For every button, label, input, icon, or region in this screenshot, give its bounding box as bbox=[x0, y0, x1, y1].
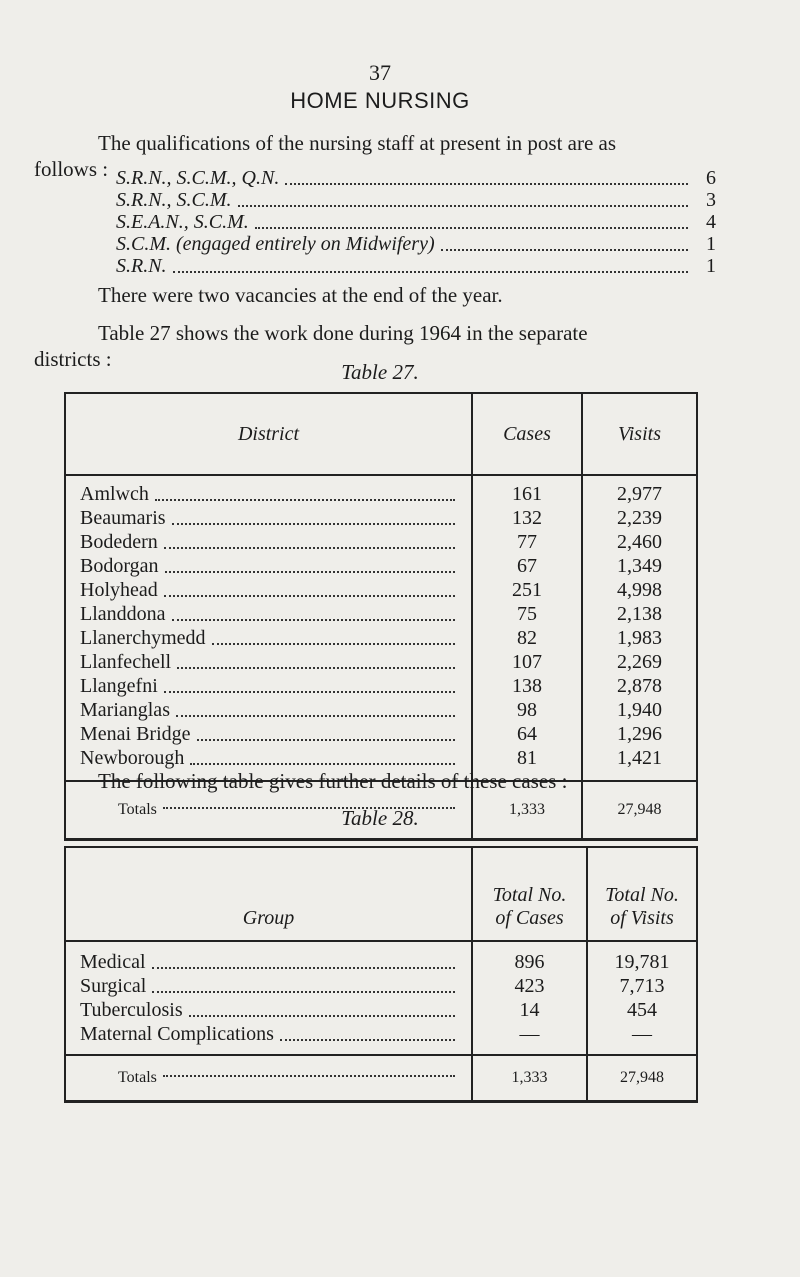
qualifications-list bbox=[116, 168, 716, 278]
qualification-count: 3 bbox=[706, 189, 716, 211]
table27-row-name: Llangefni bbox=[80, 675, 158, 697]
qualification-label: S.R.N., S.C.M., Q.N. bbox=[116, 167, 280, 189]
table28-row-label bbox=[66, 1022, 471, 1046]
leader-dots bbox=[255, 227, 688, 229]
table27-row-label bbox=[66, 578, 471, 602]
page-heading: HOME NURSING bbox=[290, 88, 470, 113]
leader-dots bbox=[197, 739, 455, 741]
table27-row-label bbox=[66, 674, 471, 698]
table27-row-name: Newborough bbox=[80, 747, 185, 769]
table27-row-visits: 2,239 bbox=[617, 507, 662, 529]
table27-visits-column bbox=[581, 476, 696, 780]
table27-intro-line-2: districts : bbox=[34, 347, 112, 371]
table28-row-label bbox=[66, 950, 471, 974]
table27-row-visits: 2,269 bbox=[617, 651, 662, 673]
table28-row-name: Maternal Complications bbox=[80, 1023, 274, 1045]
qualification-label: S.C.M. (engaged entirely on Midwifery) bbox=[116, 233, 435, 255]
table27-header-visits: Visits bbox=[581, 394, 696, 476]
table28-totals-visits: 27,948 bbox=[586, 1054, 696, 1100]
intro-line-2: follows : bbox=[34, 157, 109, 181]
table27-row-cases: 81 bbox=[517, 747, 537, 769]
leader-dots bbox=[189, 1015, 455, 1017]
qualification-row bbox=[116, 168, 716, 190]
table27-row-label bbox=[66, 746, 471, 770]
leader-dots bbox=[280, 1039, 455, 1041]
table27-row-cases: 67 bbox=[517, 555, 537, 577]
leader-dots bbox=[165, 571, 455, 573]
vacancies-text: There were two vacancies at the end of the year. bbox=[98, 283, 503, 307]
table28-intro: The following table gives further details of these cases : bbox=[98, 769, 568, 793]
table27-row-cases: 77 bbox=[517, 531, 537, 553]
table27-row-label bbox=[66, 506, 471, 530]
table27-row-label bbox=[66, 554, 471, 578]
table28-header-cases bbox=[471, 848, 586, 942]
table-28 bbox=[64, 846, 698, 1103]
table27-row-name: Llanerchymedd bbox=[80, 627, 206, 649]
qualification-count: 1 bbox=[706, 255, 716, 277]
table28-row-cases: 14 bbox=[519, 999, 540, 1021]
table27-row-visits: 1,421 bbox=[617, 747, 662, 769]
page-number: 37 bbox=[369, 60, 391, 85]
leader-dots bbox=[164, 547, 455, 549]
leader-dots bbox=[173, 271, 688, 273]
table28-row-label bbox=[66, 998, 471, 1022]
table27-row-name: Amlwch bbox=[80, 483, 149, 505]
table27-row-label bbox=[66, 698, 471, 722]
table27-row-name: Llanfechell bbox=[80, 651, 172, 673]
leader-dots bbox=[176, 715, 455, 717]
table27-row-label bbox=[66, 602, 471, 626]
table27-row-cases: 64 bbox=[517, 723, 537, 745]
leader-dots bbox=[177, 667, 455, 669]
table27-row-name: Holyhead bbox=[80, 579, 158, 601]
leader-dots bbox=[238, 205, 688, 207]
table27-row-cases: 138 bbox=[512, 675, 542, 697]
table27-row-cases: 75 bbox=[517, 603, 537, 625]
table27-row-label bbox=[66, 722, 471, 746]
qualification-count: 6 bbox=[706, 167, 716, 189]
table27-row-visits: 2,878 bbox=[617, 675, 662, 697]
table28-visits-column bbox=[586, 942, 696, 1054]
table27-row-cases: 251 bbox=[512, 579, 542, 601]
table27-totals-label: Totals bbox=[118, 801, 157, 818]
table28-row-cases: 896 bbox=[514, 951, 545, 973]
table27-row-visits: 1,296 bbox=[617, 723, 662, 745]
table28-header-group: Group bbox=[66, 848, 471, 942]
table28-header-visits bbox=[586, 848, 696, 942]
qualification-count: 4 bbox=[706, 211, 716, 233]
table27-district-column bbox=[66, 476, 471, 780]
table27-row-name: Beaumaris bbox=[80, 507, 166, 529]
table27-intro-line-1: Table 27 shows the work done during 1964 in the separate bbox=[98, 321, 588, 345]
qualification-label: S.R.N. bbox=[116, 255, 167, 277]
table28-caption: Table 28. bbox=[341, 806, 419, 830]
table27-row-cases: 107 bbox=[512, 651, 542, 673]
table28-totals-label: Totals bbox=[118, 1069, 157, 1086]
table27-row-visits: 4,998 bbox=[617, 579, 662, 601]
leader-dots bbox=[441, 249, 688, 251]
table28-header-visits-line2: of Visits bbox=[610, 907, 674, 929]
table27-row-label bbox=[66, 650, 471, 674]
leader-dots bbox=[163, 1075, 455, 1077]
qualification-label: S.R.N., S.C.M. bbox=[116, 189, 232, 211]
table28-header-cases-line1: Total No. bbox=[492, 884, 567, 906]
leader-dots bbox=[285, 183, 688, 185]
table27-row-name: Marianglas bbox=[80, 699, 170, 721]
table28-row-label bbox=[66, 974, 471, 998]
leader-dots bbox=[212, 643, 456, 645]
table27-row-name: Menai Bridge bbox=[80, 723, 191, 745]
table27-header-cases: Cases bbox=[471, 394, 581, 476]
leader-dots bbox=[155, 499, 455, 501]
leader-dots bbox=[152, 991, 455, 993]
table28-totals-cases: 1,333 bbox=[471, 1054, 586, 1100]
qualification-row bbox=[116, 234, 716, 256]
qualification-label: S.E.A.N., S.C.M. bbox=[116, 211, 249, 233]
leader-dots bbox=[164, 595, 455, 597]
table27-row-visits: 1,983 bbox=[617, 627, 662, 649]
table28-cases-column bbox=[471, 942, 586, 1054]
table28-row-cases: — bbox=[519, 1023, 540, 1045]
table28-totals-row bbox=[66, 1054, 471, 1100]
table28-row-name: Medical bbox=[80, 951, 146, 973]
table27-row-visits: 2,460 bbox=[617, 531, 662, 553]
table27-row-label bbox=[66, 626, 471, 650]
table27-row-visits: 1,940 bbox=[617, 699, 662, 721]
table27-row-label bbox=[66, 530, 471, 554]
table27-cases-column bbox=[471, 476, 581, 780]
leader-dots bbox=[152, 967, 455, 969]
table28-row-visits: — bbox=[632, 1023, 652, 1045]
table27-totals-visits: 27,948 bbox=[581, 780, 696, 838]
table27-row-cases: 82 bbox=[517, 627, 537, 649]
table27-row-name: Llanddona bbox=[80, 603, 166, 625]
table28-header-visits-line1: Total No. bbox=[605, 884, 679, 906]
table27-row-cases: 161 bbox=[512, 483, 542, 505]
table28-header-cases-line2: of Cases bbox=[495, 907, 564, 929]
table27-row-visits: 2,977 bbox=[617, 483, 662, 505]
table27-row-visits: 1,349 bbox=[617, 555, 662, 577]
table28-row-visits: 7,713 bbox=[619, 975, 665, 997]
table27-row-cases: 98 bbox=[517, 699, 537, 721]
qualification-row bbox=[116, 212, 716, 234]
table27-row-name: Bodedern bbox=[80, 531, 158, 553]
table27-row-visits: 2,138 bbox=[617, 603, 662, 625]
leader-dots bbox=[172, 619, 455, 621]
leader-dots bbox=[164, 691, 455, 693]
qualification-row bbox=[116, 256, 716, 278]
table27-row-label bbox=[66, 482, 471, 506]
table28-row-cases: 423 bbox=[514, 975, 545, 997]
table27-totals-cases: 1,333 bbox=[471, 780, 581, 838]
table27-header-district: District bbox=[66, 394, 471, 476]
table28-row-name: Tuberculosis bbox=[80, 999, 183, 1021]
table28-row-visits: 454 bbox=[627, 999, 657, 1021]
qualification-row bbox=[116, 190, 716, 212]
table27-row-name: Bodorgan bbox=[80, 555, 159, 577]
table27-row-cases: 132 bbox=[512, 507, 542, 529]
leader-dots bbox=[172, 523, 455, 525]
qualification-count: 1 bbox=[706, 233, 716, 255]
leader-dots bbox=[190, 763, 455, 765]
table28-row-name: Surgical bbox=[80, 975, 147, 997]
table28-row-visits: 19,781 bbox=[614, 951, 670, 973]
table27-caption: Table 27. bbox=[341, 360, 419, 384]
intro-line-1: The qualifications of the nursing staff at present in post are as bbox=[98, 131, 617, 155]
table28-group-column bbox=[66, 942, 471, 1054]
